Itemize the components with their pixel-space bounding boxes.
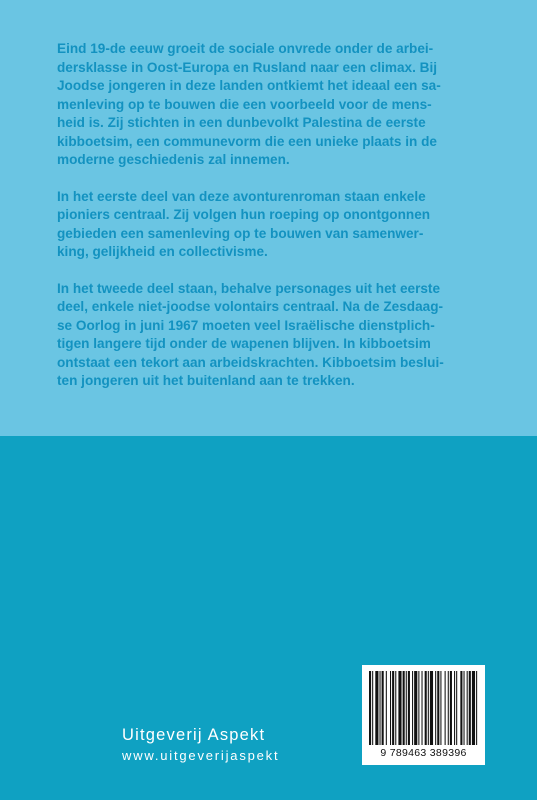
barcode-bar — [408, 671, 410, 745]
barcode-bar — [382, 671, 384, 745]
barcode-bar — [467, 671, 468, 745]
barcode-bar — [472, 671, 475, 745]
barcode-bar — [428, 671, 429, 745]
barcode-bar — [395, 671, 396, 745]
barcode-bar — [418, 671, 419, 745]
barcode-bar — [392, 671, 394, 745]
barcode-bar — [456, 671, 457, 745]
blurb-paragraph-3: In het tweede deel staan, behalve personages uit het eerste deel, enkele niet-joodse volontairs centraal. Na de Zesdaag- se Oorlog in juni 1967 moeten veel Israëlische dienstplich- tigen langere tijd onder de wapenen blijven. In kibboetsim ontstaat een tekort aan arbeidskrachten. Kibboetsim beslui- ten jongeren uit het buitenland aan te trekken. — [57, 280, 444, 388]
barcode-bar — [430, 671, 433, 745]
barcode-bar — [406, 671, 407, 745]
barcode-bar — [412, 671, 413, 745]
barcode-bar — [454, 671, 455, 745]
barcode-bar — [386, 671, 387, 745]
blurb-text — [57, 40, 487, 409]
barcode-bar — [390, 671, 391, 745]
barcode-bar — [450, 671, 452, 745]
barcode-bar — [437, 671, 439, 745]
barcode-bar — [369, 671, 371, 745]
barcode-bar — [372, 671, 373, 745]
barcode-bar — [445, 671, 446, 745]
barcode-bar — [440, 671, 441, 745]
barcode-bar — [435, 671, 436, 745]
isbn-barcode — [362, 665, 485, 765]
barcode-bar — [425, 671, 427, 745]
barcode-bar — [469, 671, 471, 745]
blurb-paragraph-2: In het eerste deel van deze avonturenroman staan enkele pioniers centraal. Zij volgen hun roeping op onontgonnen gebieden een samenleving op te bouwen van samenwer- king, gelijkheid en collectivisme. — [57, 188, 431, 259]
publisher-url: www.uitgeverijaspekt — [122, 748, 280, 763]
barcode-bar — [403, 671, 405, 745]
publisher-name: Uitgeverij Aspekt — [122, 726, 266, 744]
isbn-digits: 9 789463 389396 — [380, 747, 467, 759]
barcode-bar — [464, 671, 465, 745]
barcode-bar — [375, 671, 378, 745]
barcode-bar — [414, 671, 417, 745]
barcode-bars — [368, 671, 479, 745]
barcode-bar — [380, 671, 381, 745]
barcode-bar — [398, 671, 401, 745]
barcode-bar — [448, 671, 449, 745]
barcode-bar — [460, 671, 462, 745]
blurb-paragraph-1: Eind 19-de eeuw groeit de sociale onvrede onder de arbei- dersklasse in Oost-Europa en Rusland naar een climax. Bij Joodse jongeren in deze landen ontkiemt het ideaal een sa- menleving op te bouwen die een voorbeeld voor de mens- heid is. Zij stichten in een dunbevolkt Palestina de eerste kibboetsim, een communevorm die een unieke plaats in de moderne geschiedenis zal innemen. — [57, 41, 441, 167]
publisher-block — [122, 725, 279, 765]
barcode-bar — [476, 671, 477, 745]
barcode-bar — [422, 671, 423, 745]
